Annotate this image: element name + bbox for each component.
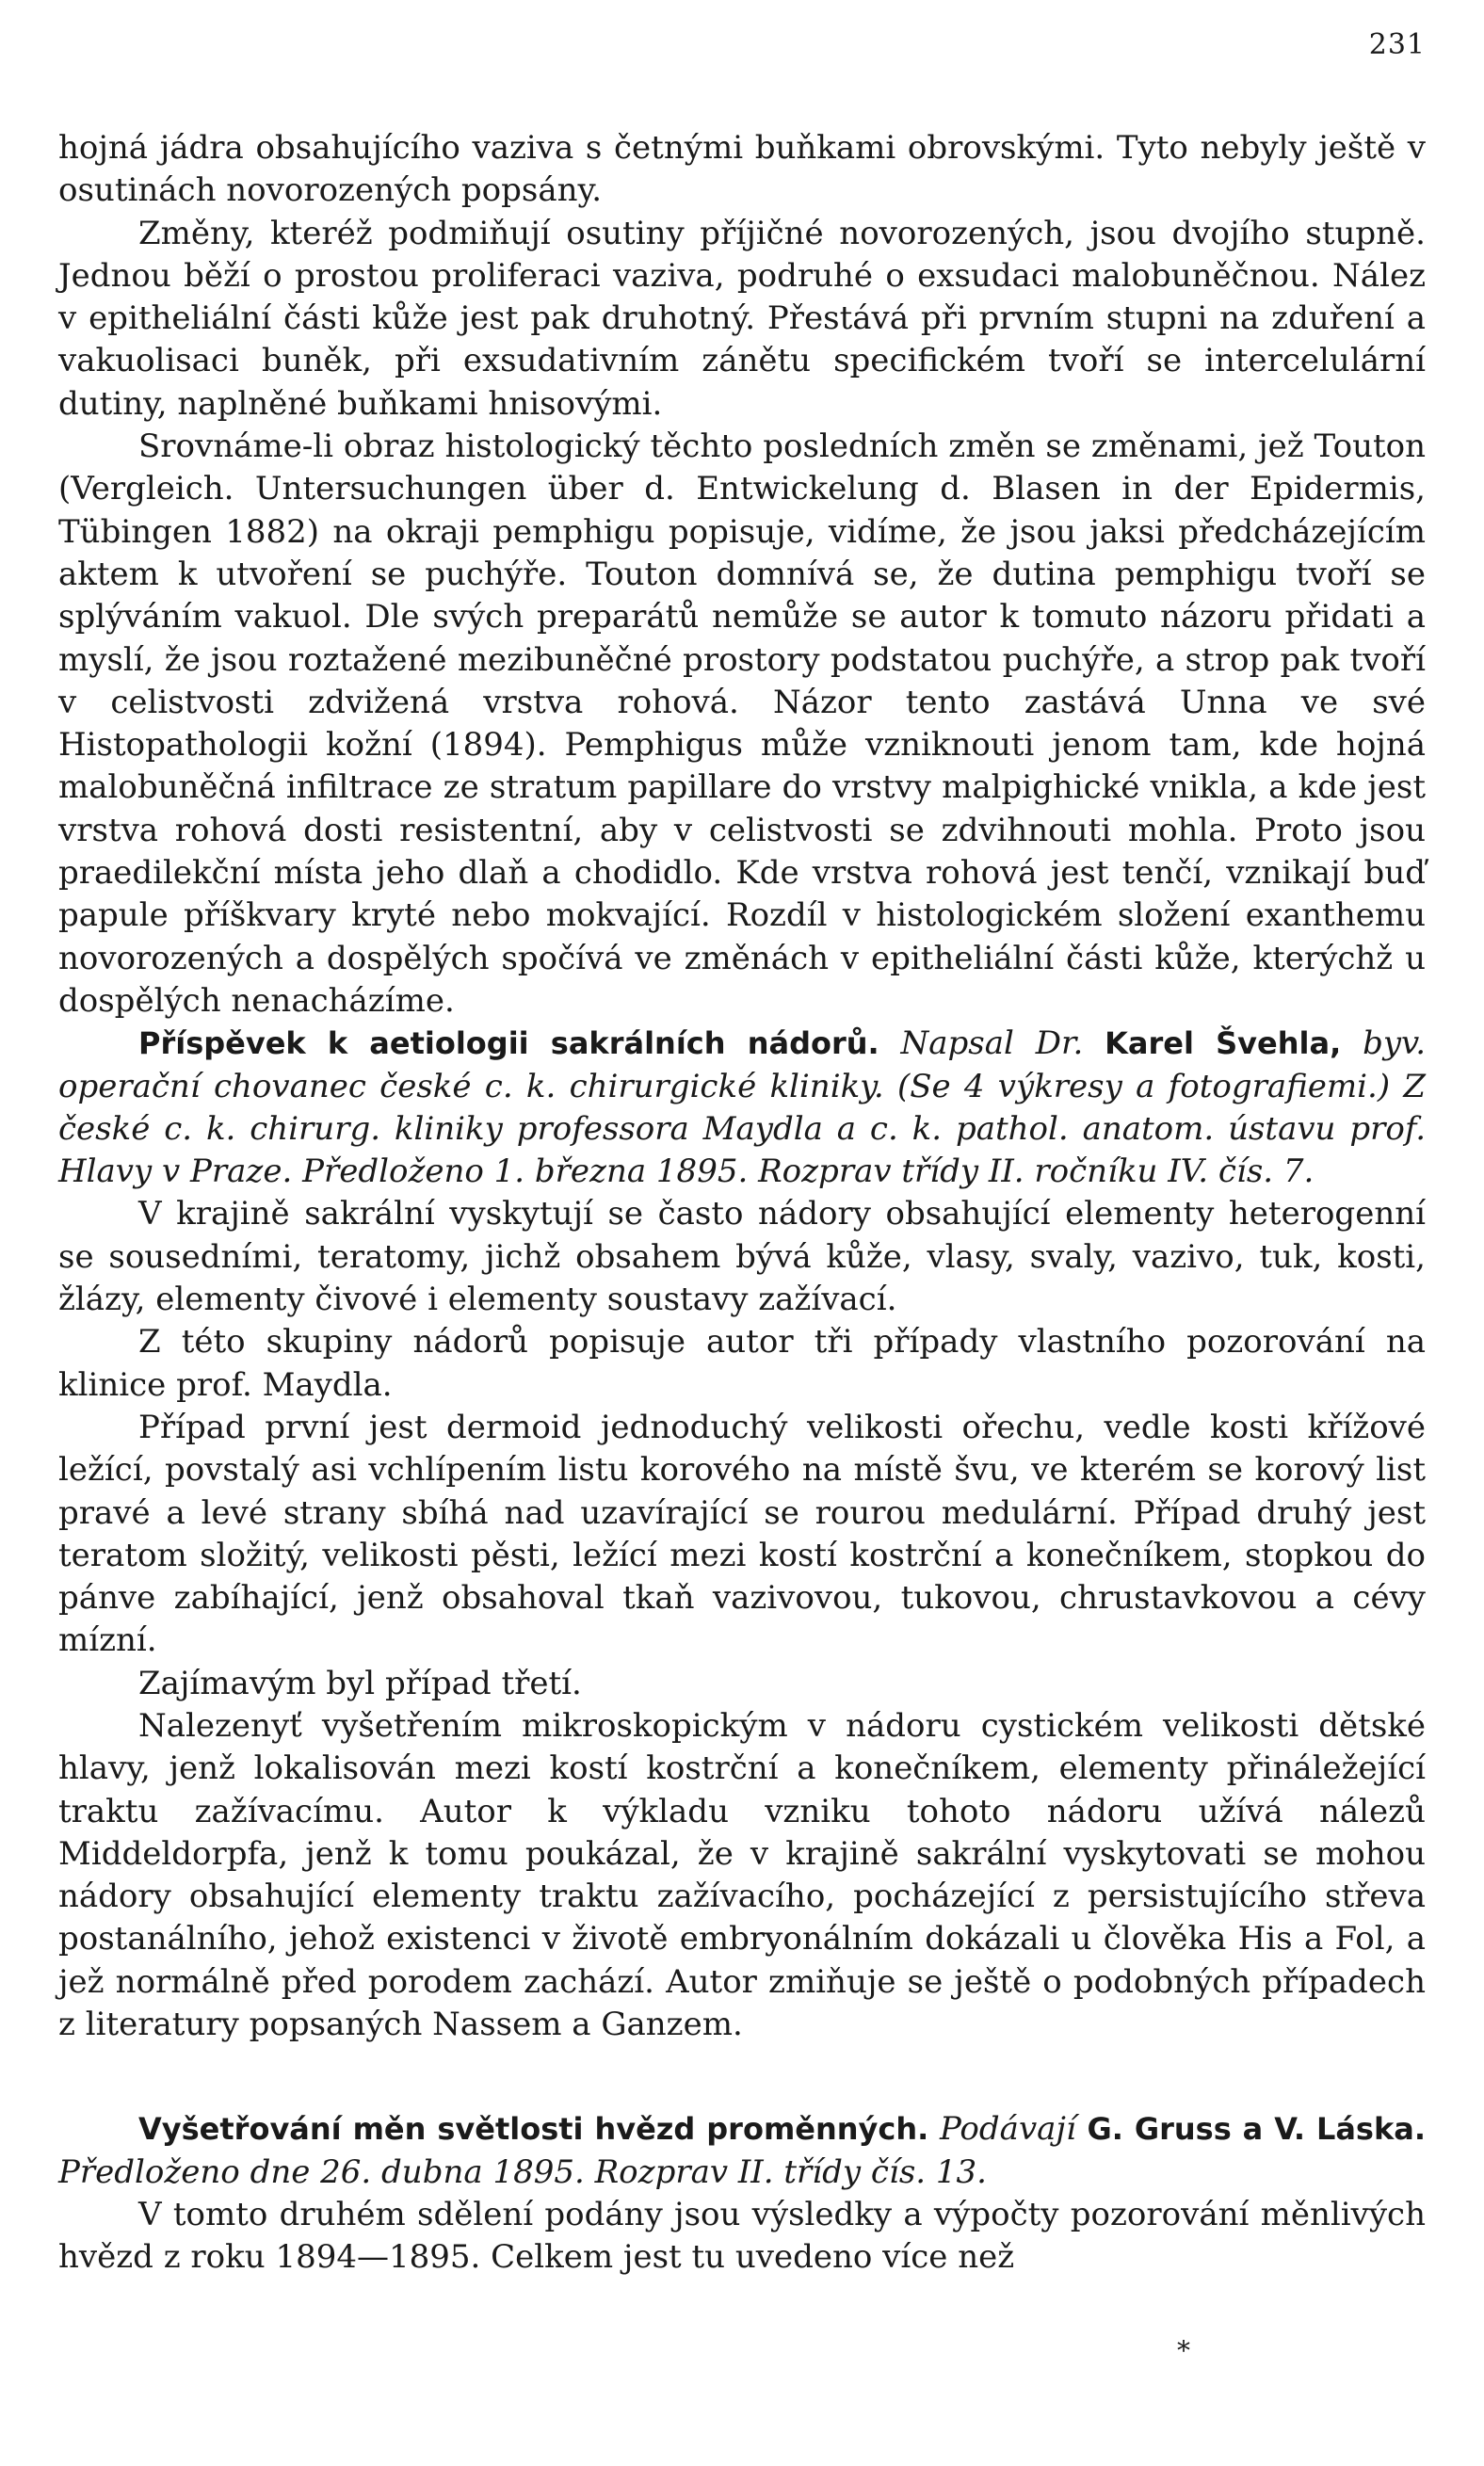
footnote-mark: *	[1177, 2335, 1190, 2366]
paragraph: V krajině sakrální vyskytují se často nádory obsahující elementy heterogenní se sousedními, teratomy, jichž obsahem bývá kůže, vlasy, svaly, vazivo, tuk, kosti, žlázy, elementy čivové i elementy soustavy zažívací.	[58, 1195, 1426, 1319]
paragraph: Případ první jest dermoid jednoduchý velikosti ořechu, vedle kosti křížové ležící, povstalý asi vchlípením listu korového na místě švu, ve kterém se korový list pravé a levé strany sbíhá nad uzavírající se rourou medulární. Případ druhý jest teratom složitý, velikosti pěsti, ležící mezi kostí kostrční a konečníkem, stopkou do pánve zabíhající, jenž obsahoval tkaň vazivovou, tukovou, chrustavkovou a cévy mízní.	[58, 1408, 1426, 1660]
byline-details: Předloženo dne 26. dubna 1895. Rozprav II. třídy čís. 13.	[58, 2152, 987, 2191]
section-gap	[58, 2046, 1426, 2108]
article-title: Vyšetřování měn světlosti hvězd proměnných.	[138, 2111, 929, 2148]
article-author: G. Gruss a V. Láska.	[1087, 2111, 1427, 2148]
paragraph: Z této skupiny nádorů popisuje autor tři případy vlastního pozorování na klinice prof. Maydla.	[58, 1323, 1426, 1404]
paragraph: Srovnáme-li obraz histologický těchto posledních změn se změnami, jež Touton (Vergleich. Untersuchungen über d. Entwickelung d. Blasen in der Epidermis, Tübingen 1882) na okraji pemphigu popisuje, vidíme, že jsou jaksi předcházejícím aktem k utvoření se puchýře. Touton domnívá se, že dutina pemphigu tvoří se splýváním vakuol. Dle svých preparátů nemůže se autor k tomuto názoru přidati a myslí, že jsou roztažené mezibuněčné prostory podstatou puchýře, a strop pak tvoří v celistvosti zdvižená vrstva rohová. Názor tento zastává Unna ve své Histopathologii kožní (1894). Pemphigus může vzniknouti jenom tam, kde hojná malobuněčná infiltrace ze stratum papillare do vrstvy malpighické vnikla, a kde jest vrstva rohová dosti resistentní, aby v celistvosti se zdvihnouti mohla. Proto jsou praedilekční místa jeho dlaň a chodidlo. Kde vrstva rohová jest tenčí, vznikají buď papule příškvary kryté nebo mokvající. Rozdíl v histologickém složení exanthemu novorozených a dospělých spočívá ve změnách v epitheliální části kůže, kterýchž u dospělých nenacházíme.	[58, 427, 1426, 1020]
page-number: 231	[1368, 28, 1426, 61]
paragraph: Nalezenyť vyšetřením mikroskopickým v nádoru cystickém velikosti dětské hlavy, jenž lokalisován mezi kostí kostrční a konečníkem, elementy přináležející traktu zažívacímu. Autor k výkladu vzniku tohoto nádoru užívá nálezů Middeldorpfa, jenž k tomu poukázal, že v krajině sakrální vyskytovati se mohou nádory obsahující elementy traktu zažívacího, pocházející z persistujícího střeva postanálního, jehož existenci v životě embryonálním dokázali u člověka His a Fol, a jež normálně před porodem zachází. Autor zmiňuje se ještě o podobných případech z literatury popsaných Nassem a Ganzem.	[58, 1706, 1426, 2044]
paragraph: Zajímavým byl případ třetí.	[138, 1664, 582, 1702]
paragraph: V tomto druhém sdělení podány jsou výsledky a výpočty pozorování měnlivých hvězd z roku 1894—1895. Celkem jest tu uvedeno více než	[58, 2195, 1426, 2277]
article-title: Příspěvek k aetiologii sakrálních nádorů.	[138, 1025, 879, 1062]
paragraph-continued: hojná jádra obsahujícího vaziva s četnými buňkami obrovskými. Tyto nebyly ještě v osutinách novorozených popsány.	[58, 129, 1426, 210]
text-column	[58, 127, 1426, 2280]
article-heading	[58, 1023, 1426, 1193]
article-author: Karel Švehla,	[1105, 1025, 1342, 1062]
byline-lead: Podávají	[939, 2110, 1076, 2149]
paragraph: Změny, kteréž podmiňují osutiny příjičné novorozených, jsou dvojího stupně. Jednou běží o prostou proliferaci vaziva, podruhé o exsudaci malobuněčnou. Nález v epitheliální části kůže jest pak druhotný. Přestává při prvním stupni na zduření a vakuolisaci buněk, při exsudativním zánětu specifickém tvoří se intercelulární dutiny, naplněné buňkami hnisovými.	[58, 214, 1426, 423]
byline-lead: Napsal Dr.	[900, 1024, 1084, 1063]
byline-details: byv. operační chovanec české c. k. chirurgické kliniky. (Se 4 výkresy a fotografiemi.) Z české c. k. chirurg. kliniky professora Maydla a c. k. pathol. anatom. ústavu prof. Hlavy v Praze. Předloženo 1. března 1895. Rozprav třídy II. ročníku IV. čís. 7.	[58, 1024, 1427, 1191]
article-heading	[58, 2108, 1426, 2194]
